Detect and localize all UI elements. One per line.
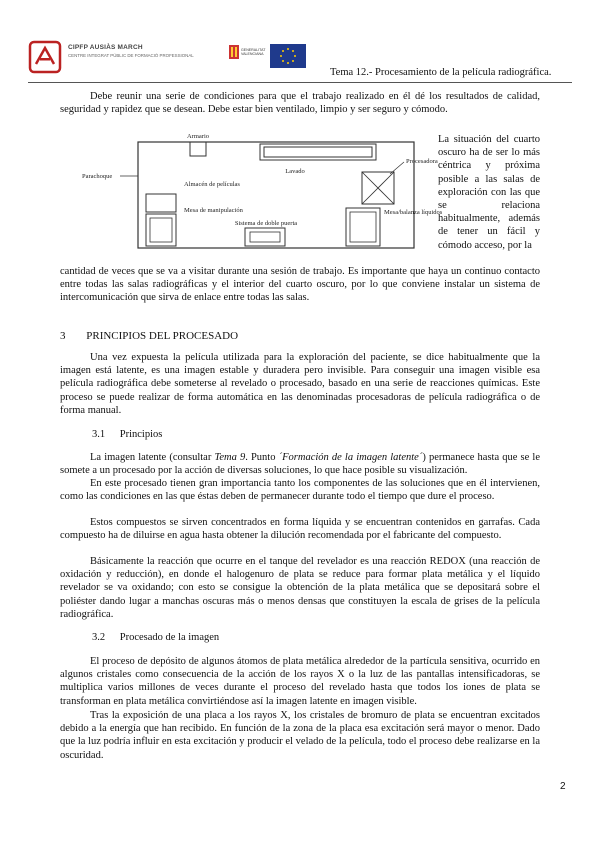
logo-line2: CENTRE INTEGRAT PÚBLIC DE FORMACIÓ PROFESSIONAL (68, 53, 194, 58)
darkroom-diagram (80, 128, 443, 263)
section3-heading (60, 330, 238, 342)
label-mesa: Mesa de manipulación (184, 207, 243, 214)
generalitat-logo (228, 42, 264, 72)
section32-p2: Tras la exposición de una placa a los rayos X, los cristales de bromuro de plata se encuentran excitados debido a la energía que han recibido. En función de la zona de la placa esa excitación será mayor o menor. Dado que la luz podría influir en esta excitación y producir el velado de la película, todo el proceso debe realizarse en la oscuridad. (60, 710, 540, 761)
armario-box (190, 142, 206, 156)
almacen-box (146, 194, 176, 212)
section31-heading (92, 429, 162, 440)
lavado-inner (264, 147, 372, 157)
section3-paragraph: Una vez expuesta la película utilizada para la exploración del paciente, se dice habitualmente que la imagen está latente, es una imagen estable y duradera pero invisible. Para conseguir una imagen visible esa película radiográfica debe someterse al revelado o procesado, basado en una serie de reacciones químicas. Este proceso se puede realizar de forma automática en las denominadas procesadoras de película radiográfica o de forma manual. (60, 352, 540, 416)
label-mesa-liquidos: Mesa/balanza líquidos (384, 209, 443, 216)
eu-flag (268, 42, 308, 72)
section32-number: 3.2 (92, 632, 106, 643)
section31-p3: Estos compuestos se sirven concentrados en forma líquida y se encuentran contenidos en garrafas. Cada compuesto ha de diluirse en agua hasta obtener la dilución recomendada por el fabricante del compuesto. (60, 517, 540, 542)
section31-p1-b: . Punto (245, 452, 279, 463)
section31-title: Principios (119, 429, 163, 440)
logo-line1: CIPFP AUSIÀS MARCH (68, 44, 143, 51)
label-sistema: Sistema de doble puerta (234, 220, 298, 227)
school-logo-icon (28, 40, 62, 74)
generalitat-logo-icon (228, 42, 264, 72)
section32-heading (92, 632, 219, 643)
section31-p1 (60, 451, 540, 477)
label-lavado: Lavado (285, 168, 305, 175)
label-armario: Armario (186, 133, 210, 140)
header-divider (28, 82, 572, 83)
mesa-liquidos-box (346, 208, 380, 246)
mesa-box (146, 214, 176, 246)
eu-flag-icon (268, 42, 308, 72)
side-paragraph: La situación del cuarto oscuro ha de ser lo más céntrica y próxima posible a las salas de exploración con las que se relaciona habitualmente, además de tener un fácil y cómodo acceso, por la (438, 134, 540, 251)
section31-p2: En este procesado tienen gran importancia tanto los componentes de las soluciones que en él intervienen, como las condiciones en las que éstas deben de permanecer durante todo el tiempo que dure el proceso. (60, 478, 540, 503)
section31-p1-a: La imagen latente (consultar (90, 452, 215, 463)
section31-p1-tema: Tema 9 (214, 452, 246, 463)
section3-title: PRINCIPIOS DEL PROCESADO (86, 330, 239, 342)
section32-p1: El proceso de depósito de algunos átomos de plata metálica alrededor de la partícula sensitiva, ocurrido en algunos cristales como consecuencia de la acción de los rayos X o la luz de las pantallas intensificadoras, se multiplica varios millones de veces durante el proceso del revelado hasta que todos los iones de plata se transforman en plata metálica convirtiéndose así la imagen latente en imagen visible. (60, 656, 540, 707)
school-logo (28, 40, 194, 74)
section31-number: 3.1 (92, 429, 106, 440)
section31-p1-c: ) permanece hasta que se le somete a un procesado por la acción de diversas soluciones, lo que hace posible su visualización. (60, 452, 540, 477)
after-diagram-paragraph: cantidad de veces que se va a visitar durante una sesión de trabajo. Es importante que haya un continuo contacto entre todas las salas radiográficas y el interior del cuarto oscuro, por lo que conviene instalar un sistema de intercomunicación que sirva de enlace entre todas las salas. (60, 266, 540, 304)
section31-p4: Básicamente la reacción que ocurre en el tanque del revelador es una reacción REDOX (una reacción de oxidación y reducción), en donde el halogenuro de plata se reduce para formar plata metálica y el líquido revelador se va oxidando; con esto se consigue la obtención de la plata metálica que se depositará sobre el poliéster dando lugar a manchas oscuras más o menos densas que constituyen la escala de grises de la película radiográfica. (60, 556, 540, 620)
label-parachoques: Parachoque (82, 173, 113, 180)
page-number: 2 (560, 781, 566, 792)
sistema-box (245, 228, 285, 246)
label-procesadora: Procesadora (406, 158, 438, 165)
generalitat-text: GENERALITAT VALENCIANA (241, 48, 266, 57)
intro-paragraph: Debe reunir una serie de condiciones para que el trabajo realizado en él dé los resultados de calidad, seguridad y rapidez que se desean. Debe estar bien ventilado, limpio y ser seguro y cómodo. (60, 91, 540, 116)
section32-title: Procesado de la imagen (119, 632, 220, 643)
section31-p1-quote: ´Formación de la imagen latente´ (278, 452, 423, 463)
lavado-outer (260, 144, 376, 160)
header-title: Tema 12.- Procesamiento de la película radiográfica. (330, 67, 552, 78)
section3-number: 3 (60, 330, 66, 342)
label-almacen: Almacén de películas (184, 181, 240, 188)
